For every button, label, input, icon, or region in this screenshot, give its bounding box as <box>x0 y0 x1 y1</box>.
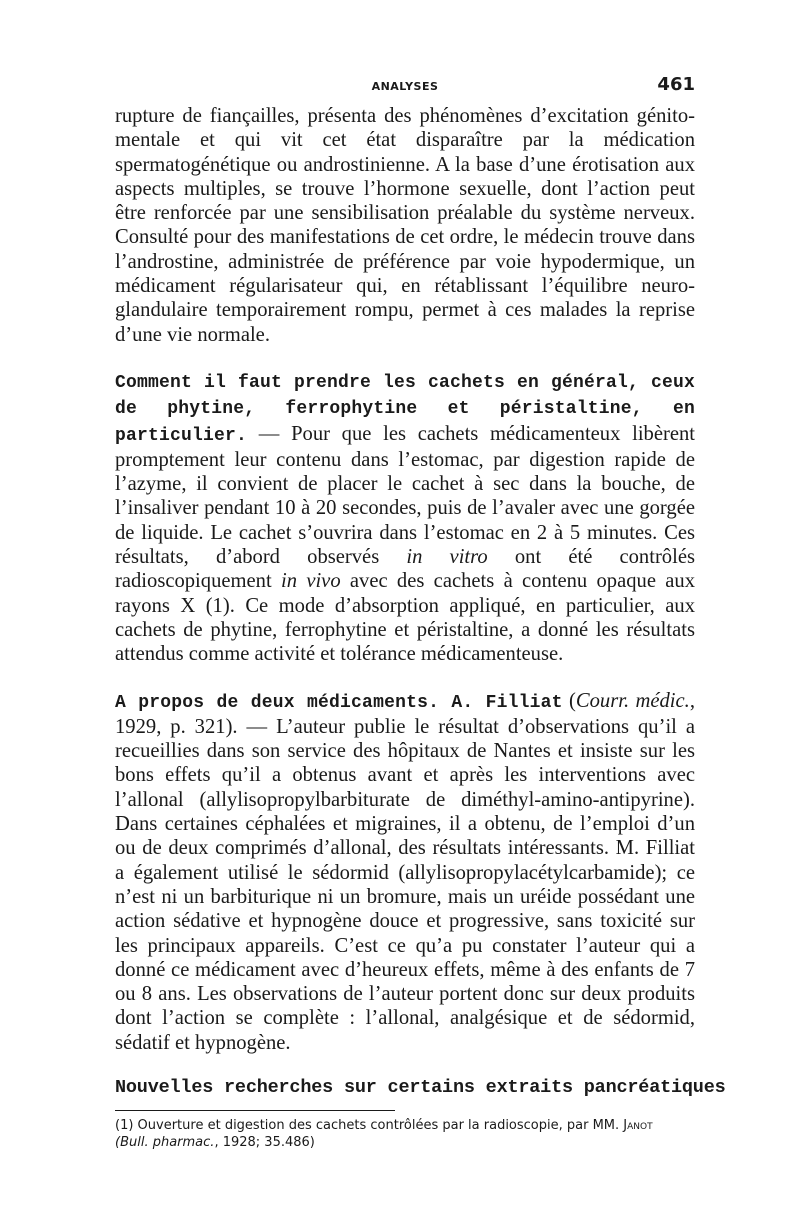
footnote-marker: (1) <box>115 1117 134 1133</box>
em-dash: — <box>247 422 292 445</box>
section-filliat <box>115 689 695 1055</box>
paragraph-continuation <box>115 104 695 347</box>
section-text: ont été contrôlés radioscopiquement <box>115 546 695 593</box>
page <box>115 72 726 1151</box>
term-in-vivo: in vivo <box>281 570 341 593</box>
footnote <box>115 1117 695 1151</box>
next-section-heading: Nouvelles recherches sur certains extraits pancréatiques <box>115 1076 726 1098</box>
term-in-vitro: in vitro <box>406 546 488 569</box>
section-text: Pour que les cachets médicamenteux libèrent promptement leur contenu dans l’estomac, par digestion rapide de l’azyme, il convient de placer le cachet à sec dans la bouche, de l’insaliver pendant 10 à 20 secondes, puis de l’avaler avec une gorgée de liquide. Le cachet s’ouvrira dans l’estomac en 2 à 5 minutes. Ces résultats, d’abord observés <box>115 422 696 569</box>
footnote-journal: (Bull. pharmac. <box>115 1134 215 1150</box>
running-title: ANALYSES <box>371 80 439 93</box>
section-heading-filliat: A propos de deux médicaments. A. Filliat <box>115 692 563 713</box>
section-cachets <box>115 369 695 667</box>
footnote-rule <box>115 1110 395 1111</box>
footnote-text: Ouverture et digestion des cachets contrôlées par la radioscopie, par MM. <box>133 1117 624 1133</box>
footnote-rest: , 1928; 35.486) <box>214 1134 315 1150</box>
paragraph-text: rupture de fiançailles, présenta des phénomènes d’excitation génito-mentale et qui vit cet état disparaître par la médication spermatogénétique ou androstinienne. A la base d’une érotisation aux aspects multiples, se trouve l’hormone sexuelle, dont l’action peut être renforcée par une sensibilisation préalable du système nerveux. Consulté pour des manifestations de cet ordre, le médecin trouve dans l’androstine, administrée de préférence par voie hypodermique, un médicament régularisateur qui, en rétablissant l’équilibre neuro-glandulaire temporairement rompu, permet à ces malades la reprise d’une vie normale. <box>115 105 695 346</box>
em-dash: — <box>237 715 277 738</box>
running-header <box>115 72 695 104</box>
section-text: avec des cachets à contenu opaque aux rayons X (1). Ce mode d’absorption appliqué, en particulier, aux cachets de phytine, ferrophytine et péristaltine, a donné les résultats attendus comme activité et tolérance médicamenteuse. <box>115 570 695 666</box>
citation-journal: Courr. médic. <box>575 689 690 712</box>
section-text: L’auteur publie le résultat d’observations qu’il a recueillies dans son service des hôpitaux de Nantes et insiste sur les bons effets qu’il a obtenus avant et après les interventions avec l’allonal (allylisopropylbarbiturate de diméthyl-amino-antipyrine). Dans certaines céphalées et migraines, il a obtenu, de l’emploi d’un ou de deux comprimés d’allonal, des résultats intéressants. M. Filliat a également utilisé le sédormid (allylisopropylacétylcarbamide); ce n’est ni un barbiturique ni un bromure, mais un uréide possédant une action sédative et hypnogène douce et progressive, sans toxicité sur les principaux appareils. C’est ce qu’a pu constater l’auteur qui a donné ce médicament avec d’heureux effets, même à des enfants de 7 ou 8 ans. Les observations de l’auteur portent donc sur deux produits dont l’action se complète : l’allonal, analgésique et de sédormid, sédatif et hypnogène. <box>115 715 695 1054</box>
section-heading-cachets: Comment il faut prendre les cachets en général, ceux de phytine, ferrophytine et péristaltine, en particulier. <box>115 372 695 446</box>
footnote-author: Janot <box>623 1117 653 1133</box>
citation-open: ( <box>562 689 576 712</box>
citation-rest: , 1929, p. 321). <box>115 689 695 738</box>
page-number: 461 <box>657 74 695 95</box>
